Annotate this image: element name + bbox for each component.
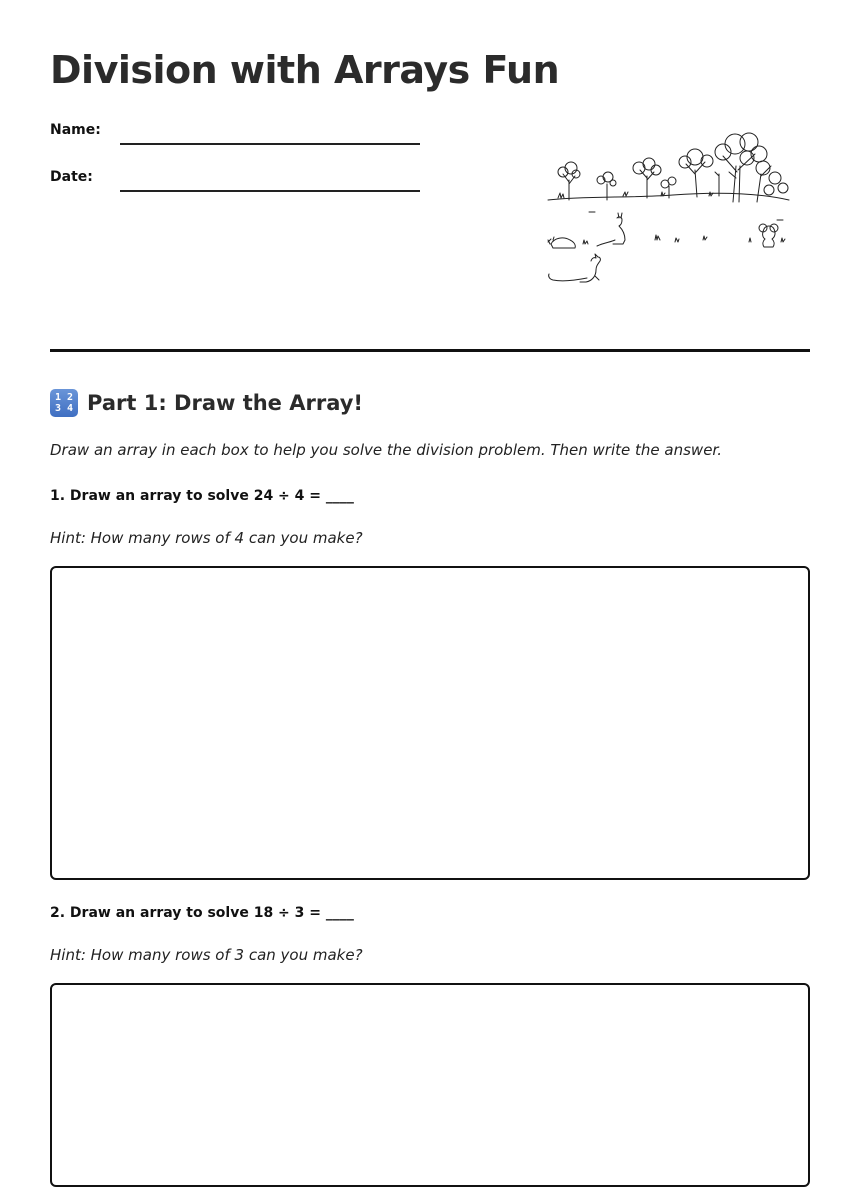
problem-2-hint: Hint: How many rows of 3 can you make? <box>50 946 363 964</box>
grass-icon <box>558 193 564 198</box>
koala-icon <box>759 220 785 247</box>
problem-1-drawing-box[interactable] <box>50 566 810 880</box>
problem-1-prompt: 1. Draw an array to solve 24 ÷ 4 = ____ <box>50 488 354 504</box>
part1-heading <box>50 389 363 417</box>
date-field[interactable] <box>120 190 420 192</box>
outback-scene-illustration <box>543 132 793 297</box>
tree-icon <box>597 172 616 200</box>
kangaroo-icon <box>549 254 601 282</box>
large-tree-icon <box>715 133 788 202</box>
name-label: Name: <box>50 122 101 138</box>
section-divider <box>50 349 810 352</box>
problem-2-prompt: 2. Draw an array to solve 18 ÷ 3 = ____ <box>50 905 354 921</box>
grass-icon <box>583 240 588 244</box>
problem-1-hint: Hint: How many rows of 4 can you make? <box>50 529 363 547</box>
tree-icon <box>679 149 719 197</box>
date-label: Date: <box>50 169 93 185</box>
part1-instructions: Draw an array in each box to help you solve the division problem. Then write the answer. <box>50 441 722 459</box>
icon-digits-top: 1 2 <box>54 392 74 403</box>
grass-icon <box>623 192 628 196</box>
grass-icon <box>675 238 679 242</box>
name-field[interactable] <box>120 143 420 145</box>
kangaroo-sitting-icon <box>589 212 625 246</box>
tree-icon <box>633 158 661 198</box>
grass-icon <box>655 235 660 240</box>
grass-icon <box>709 192 713 196</box>
problem-2-drawing-box[interactable] <box>50 983 810 1187</box>
grass-icon <box>749 238 751 242</box>
worksheet-title: Division with Arrays Fun <box>50 48 560 92</box>
wombat-icon <box>548 237 575 248</box>
tree-icon <box>558 162 580 200</box>
input-numbers-icon <box>50 389 78 417</box>
icon-digits-bottom: 3 4 <box>54 403 74 414</box>
grass-icon <box>703 236 707 240</box>
part1-title: Part 1: Draw the Array! <box>87 391 363 415</box>
